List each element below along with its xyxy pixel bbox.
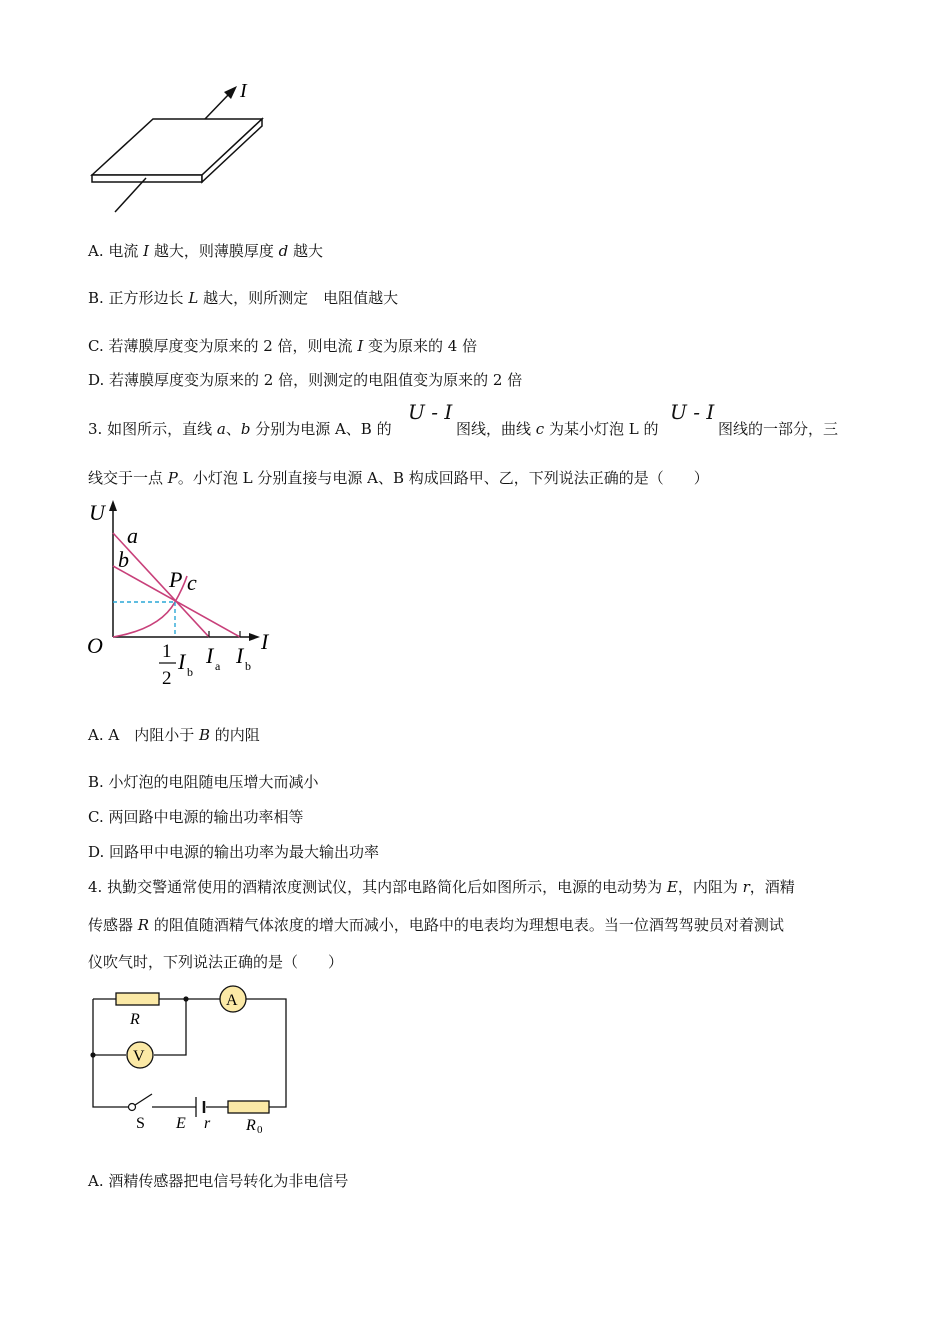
label-a: a <box>127 523 138 548</box>
switch-blade <box>135 1094 152 1105</box>
half-numerator: 1 <box>162 641 172 662</box>
q3-stem-line2: 线交于一点 P。小灯泡 L 分别直接与电源 A、B 构成回路甲、乙，下列说法正确的是（ ） <box>88 469 709 487</box>
tick-ib-sub: b <box>245 659 251 673</box>
y-axis-arrow <box>109 500 117 511</box>
q4-option-a: A. 酒精传感器把电信号转化为非电信号 <box>88 1172 349 1190</box>
q3-option-d: D. 回路甲中电源的输出功率为最大输出功率 <box>88 843 380 861</box>
resistor-r <box>116 993 159 1005</box>
resistor-r0 <box>228 1101 269 1113</box>
emf-label: E <box>176 1115 186 1132</box>
q4-stem-line2: 传感器 R 的阻值随酒精气体浓度的增大而减小，电路中的电表均为理想电表。当一位酒驾驾驶员对着测试 <box>88 916 784 934</box>
q3-option-a: A. A 内阻小于 B 的内阻 <box>88 726 260 744</box>
q3-option-b: B. 小灯泡的电阻随电压增大而减小 <box>88 773 319 791</box>
ammeter-label: A <box>226 992 238 1009</box>
q2-option-d: D. 若薄膜厚度变为原来的 2 倍，则测定的电阻值变为原来的 2 倍 <box>88 371 523 389</box>
origin-label: O <box>87 633 103 658</box>
q3-stem-line1c: 图线的一部分，三 <box>718 420 839 438</box>
circuit-figure <box>80 980 310 1140</box>
q3-stem-line1b: 图线，曲线 c 为某小灯泡 L 的 <box>456 420 659 438</box>
internal-r-label: r <box>204 1115 211 1132</box>
q2-option-b: B. 正方形边长 L 越大，则所测定 电阻值越大 <box>88 289 399 307</box>
q3-option-c: C. 两回路中电源的输出功率相等 <box>88 808 304 826</box>
q4-stem-line1: 4. 执勤交警通常使用的酒精浓度测试仪，其内部电路简化后如图所示，电源的电动势为 E，内阻为 r，酒精 <box>88 878 795 896</box>
tick-ia-sub: a <box>215 659 221 673</box>
resistor-r0-sub: 0 <box>257 1124 263 1136</box>
label-b: b <box>118 547 129 572</box>
q2-option-a: A. 电流 I 越大，则薄膜厚度 d 越大 <box>88 242 324 260</box>
axis-i-label: I <box>261 629 269 654</box>
label-p: P <box>169 567 183 592</box>
tick-ia-label: I <box>206 643 214 668</box>
q3-stem-line1: 3. 如图所示，直线 a、b 分别为电源 A、B 的 <box>88 420 392 438</box>
ui-graph-figure <box>80 496 290 696</box>
ui-graph-label-1: U - I <box>408 400 453 424</box>
q2-option-c: C. 若薄膜厚度变为原来的 2 倍，则电流 I 变为原来的 4 倍 <box>88 337 478 355</box>
tick-half-label: I <box>178 649 186 674</box>
resistor-r-label: R <box>130 1011 140 1028</box>
tick-ib-label: I <box>236 643 244 668</box>
tick-half-sub: b <box>187 665 193 679</box>
ui-graph-label-2: U - I <box>670 400 715 424</box>
axis-u-label: U <box>89 500 105 525</box>
thin-film-figure <box>80 72 280 222</box>
switch-pivot <box>129 1104 136 1111</box>
x-axis-arrow <box>249 633 260 641</box>
switch-label: S <box>136 1115 145 1132</box>
resistor-r0-label: R <box>246 1117 256 1134</box>
half-denominator: 2 <box>162 668 172 689</box>
q4-stem-line3: 仪吹气时，下列说法正确的是（ ） <box>88 953 344 971</box>
current-label: I <box>240 80 247 102</box>
label-c: c <box>187 570 197 595</box>
voltmeter-label: V <box>133 1048 145 1065</box>
